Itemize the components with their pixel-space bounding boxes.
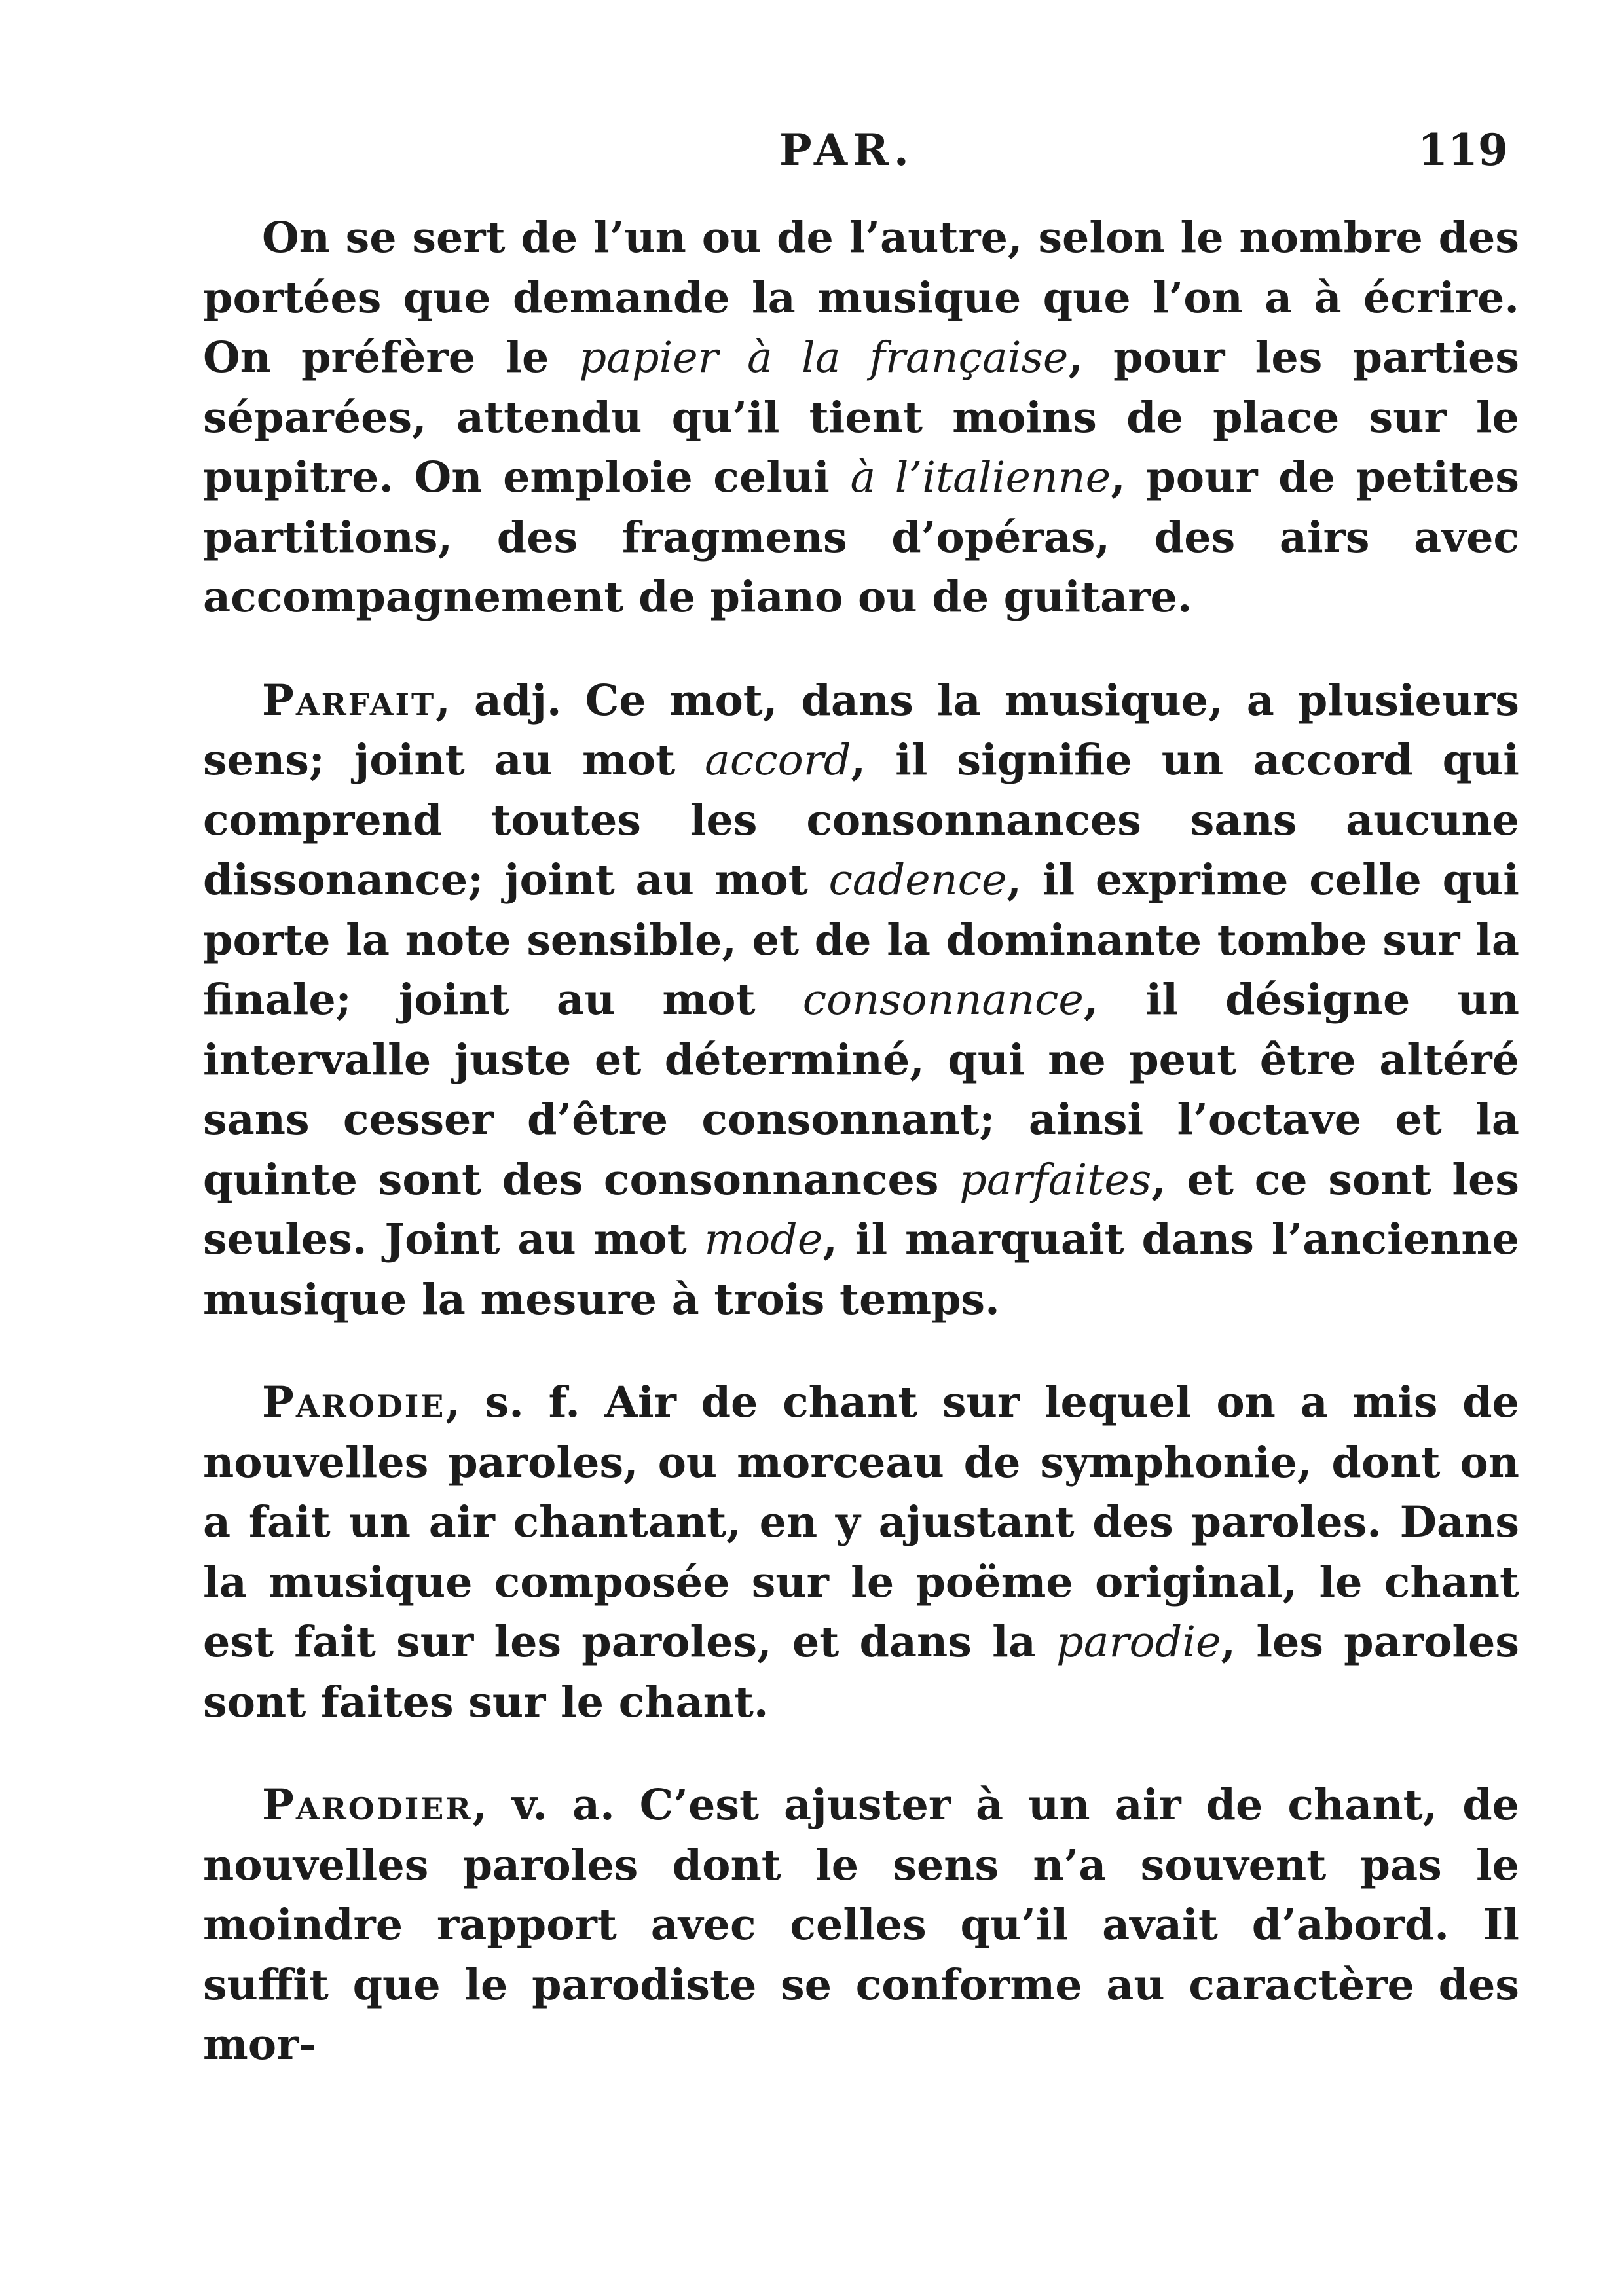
italic-term: papier à la française [579, 333, 1069, 382]
italic-term: cadence [828, 856, 1007, 905]
entry-headword: Parodier [262, 1780, 473, 1830]
text-run: , il marquait dans l’ancienne musique la mesure à trois temps. [203, 1214, 1519, 1324]
text-run: , il désigne un intervalle juste et déterminé, qui ne peut être altéré sans cesser d’être consonnant; ainsi l’octave et la quinte sont des consonnances [203, 975, 1520, 1205]
entry-parfait [203, 671, 1519, 1330]
entry-parodier [203, 1776, 1519, 2075]
text-run: , pour de petites partitions, des fragmens d’opéras, des airs avec accompagnement de piano ou de guitare. [203, 452, 1520, 622]
text-run: On se sert de l’un ou de l’autre, selon le nombre des portées que demande la musique que l’on a à écrire. On préfère le [203, 213, 1519, 382]
italic-term: accord [705, 736, 851, 785]
page-number: 119 [1418, 124, 1508, 175]
entry-headword: Parfait [262, 675, 436, 725]
text-run: , il exprime celle qui porte la note sensible, et de la dominante tombe sur la finale; joint au mot [203, 855, 1519, 1025]
italic-term: à l’italienne [850, 453, 1111, 502]
entry-parodie [203, 1373, 1519, 1732]
paragraph-paper-formats [203, 208, 1519, 628]
text-run: , s. f. Air de chant sur lequel on a mis de nouvelles paroles, ou morceau de symphonie, dont on a fait un air chantant, en y ajustant des paroles. Dans la musique composée sur le poëme original, le chant est fait sur les paroles, et dans la [203, 1377, 1519, 1667]
italic-term: mode [704, 1215, 823, 1264]
entry-headword: Parodie [262, 1377, 446, 1427]
running-head-title: PAR. [779, 124, 914, 175]
text-run: , il signifie un accord qui comprend toutes les consonnances sans aucune dissonance; joint au mot [203, 735, 1519, 905]
running-head [0, 124, 1624, 183]
italic-term: parodie [1056, 1618, 1221, 1667]
main-text [203, 208, 1519, 2075]
text-run: , les paroles sont faites sur le chant. [203, 1617, 1519, 1727]
text-run: , et ce sont les seules. Joint au mot [203, 1154, 1519, 1264]
text-run: , v. a. C’est ajuster à un air de chant, de nouvelles paroles dont le sens n’a souvent pas le moindre rapport avec celles qu’il avait d’abord. Il suffit que le parodiste se conforme au caractère des mor- [203, 1780, 1519, 2069]
text-run: , pour les parties séparées, attendu qu’il tient moins de place sur le pupitre. On emploie celui [203, 333, 1519, 502]
text-run: , adj. Ce mot, dans la musique, a plusieurs sens; joint au mot [203, 675, 1519, 785]
italic-term: consonnance [802, 975, 1084, 1025]
italic-term: parfaites [959, 1155, 1152, 1205]
